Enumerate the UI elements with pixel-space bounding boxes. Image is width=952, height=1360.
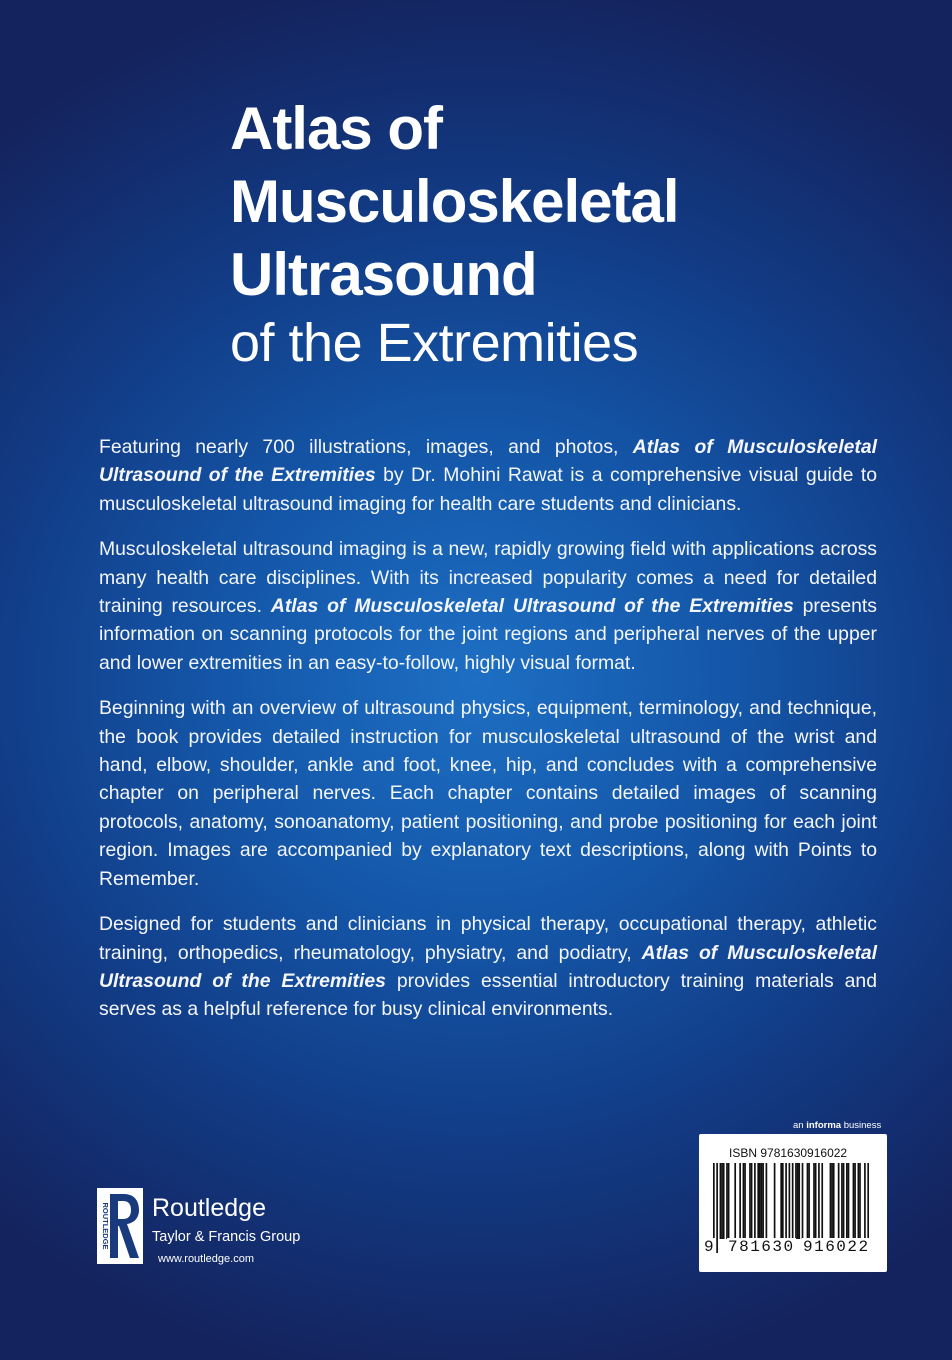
blurb-p1-text-a: Featuring nearly 700 illustrations, images, and photos,: [99, 436, 633, 458]
barcode-bar: [821, 1163, 823, 1239]
blurb-paragraph-2: [99, 535, 877, 677]
blurb-paragraph-4: [99, 910, 877, 1024]
barcode-bar: [830, 1163, 832, 1239]
informa-tagline: [793, 1120, 881, 1132]
barcode-bar: [782, 1163, 784, 1239]
barcode-bar: [751, 1163, 753, 1239]
barcode-bar: [739, 1163, 741, 1239]
book-title-mention: Atlas of Musculoskeletal Ultrasound of the Extremities: [99, 436, 877, 487]
barcode-bar: [726, 1163, 728, 1239]
isbn-label: ISBN 9781630916022: [729, 1146, 848, 1160]
book-title-mention: Atlas of Musculoskeletal Ultrasound of the Extremities: [270, 595, 794, 618]
title-line-3: Ultrasound: [230, 241, 537, 308]
cover-subtitle: of the Extremities: [230, 313, 639, 373]
barcode-bar: [808, 1163, 810, 1239]
barcode-bar: [833, 1163, 835, 1239]
barcode-bar: [843, 1163, 845, 1239]
barcode-bar: [854, 1163, 856, 1239]
blurb-p1-text-c: by Dr. Mohini Rawat is a comprehensive visual guide to musculoskeletal ultrasound imaging for health care students and clinicians.: [99, 464, 877, 515]
barcode-bar: [846, 1163, 848, 1239]
routledge-r-logo-icon: [97, 1188, 143, 1264]
informa-suffix: business: [841, 1120, 882, 1131]
blurb-p2-text-c: presents information on scanning protocols for the joint regions and peripheral nerves of the upper and lower extremities in an easy-to-follow, highly visual format.: [99, 595, 877, 674]
blurb-paragraph-3: Beginning with an overview of ultrasound physics, equipment, terminology, and technique, the book provides detailed instruction for musculoskeletal ultrasound of the wrist and hand, elbow, shoulder, ankle and foot, knee, hip, and concludes with a comprehensive chapter on peripheral nerves. Each chapter contains detailed images of scanning protocols, anatomy, sonoanatomy, patient positioning, and probe positioning for each joint region. Images are accompanied by explanatory text descriptions, along with Points to Remember.: [99, 697, 877, 890]
barcode-bar: [744, 1163, 746, 1239]
book-title-mention: Atlas of Musculoskeletal Ultrasound of the Extremities: [99, 941, 877, 992]
barcode-bar: [759, 1163, 761, 1239]
barcode-bar: [754, 1163, 756, 1239]
barcode-bar: [716, 1163, 718, 1253]
barcode-bar: [831, 1163, 833, 1239]
barcode-bar: [848, 1163, 850, 1239]
barcode-bar: [762, 1163, 764, 1239]
blurb-paragraph-1: [99, 433, 877, 518]
barcode-bar: [813, 1163, 815, 1239]
barcode-bar: [785, 1163, 787, 1239]
barcode-bar: [807, 1163, 809, 1239]
barcode-bar: [798, 1163, 800, 1239]
barcode-bar: [734, 1163, 736, 1239]
barcode-bar: [797, 1163, 799, 1239]
barcode-bar: [774, 1163, 776, 1239]
logo-vertical-text: ROUTLEDGE: [101, 1202, 110, 1250]
barcode-digit-first: 9: [704, 1238, 714, 1256]
blurb-p4-text-c: provides essential introductory training materials and serves as a helpful reference for busy clinical environments.: [99, 969, 877, 1021]
barcode-bar: [818, 1163, 820, 1239]
barcode-bar: [838, 1163, 840, 1239]
barcode-bar: [757, 1163, 759, 1239]
publisher-name: Routledge: [152, 1194, 266, 1222]
barcode-bar: [728, 1163, 730, 1239]
informa-brand: informa: [806, 1120, 842, 1131]
barcode-digits-left: 781630: [728, 1238, 795, 1256]
barcode-bar: [749, 1163, 751, 1239]
barcode-bar: [859, 1163, 861, 1239]
barcode-bar: [815, 1163, 817, 1239]
barcode-bar: [853, 1163, 855, 1239]
cover-title: [230, 92, 920, 375]
barcode-bar: [721, 1163, 723, 1239]
back-cover-blurb: [99, 433, 877, 1041]
blurb-p4-text-a: Designed for students and clinicians in physical therapy, occupational therapy, athletic training, orthopedics, rheumatology, physiatry, and podiatry,: [99, 913, 877, 964]
title-line-2: Musculoskeletal: [230, 168, 679, 235]
barcode-digits-right: 916022: [803, 1238, 870, 1256]
isbn-barcode: [699, 1134, 887, 1272]
barcode-bar: [761, 1163, 763, 1239]
barcode-bar: [780, 1163, 782, 1239]
publisher-group: Taylor & Francis Group: [152, 1229, 301, 1245]
barcode-bar: [858, 1163, 860, 1239]
publisher-url: www.routledge.com: [158, 1253, 254, 1265]
barcode-bar: [720, 1163, 722, 1239]
informa-prefix: an: [793, 1120, 807, 1131]
publisher-imprint: [97, 1188, 357, 1278]
barcode-bar: [766, 1163, 768, 1239]
barcode-bar: [795, 1163, 797, 1239]
blurb-p2-text-a: Musculoskeletal ultrasound imaging is a new, rapidly growing field with applications across many health care disciplines. With its increased popularity comes a need for detailed training resources.: [99, 538, 877, 618]
title-line-1: Atlas of: [230, 95, 443, 162]
barcode-bar: [841, 1163, 843, 1239]
barcode-bar: [723, 1163, 725, 1239]
barcode-bar: [743, 1163, 745, 1239]
barcode-bar: [802, 1163, 804, 1239]
